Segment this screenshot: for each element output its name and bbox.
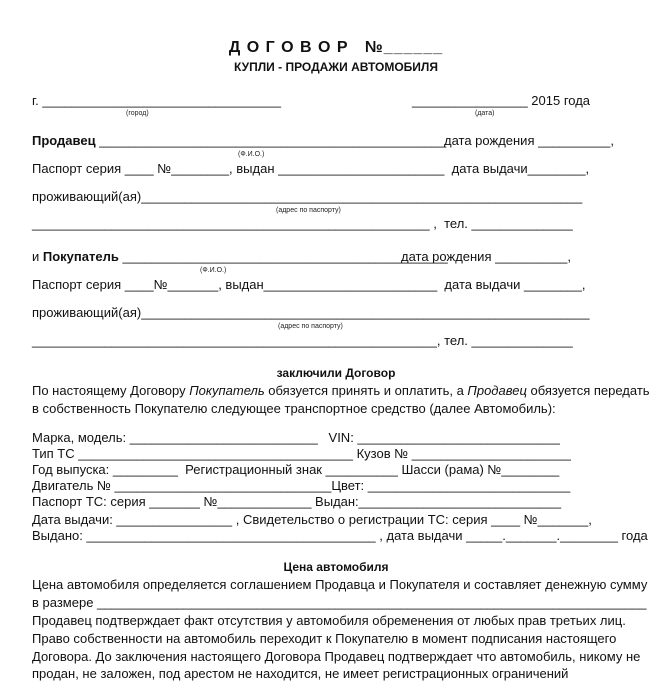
- vehicle-year: Год выпуска: _________ Регистрационный знак __________ Шасси (рама) №________: [32, 462, 560, 477]
- vehicle-engine: Двигатель № ______________________________Цвет: ____________________________: [32, 478, 571, 493]
- price-line-6: продан, не заложен, под арестом не находится, не имеет регистрационных ограничений: [32, 666, 569, 681]
- seller-name-row: [32, 133, 446, 149]
- seller-label: Продавец: [32, 133, 96, 148]
- buyer-name-row: [32, 249, 448, 265]
- seller-address-cont: _______________________________________________________ , тел. ______________: [32, 216, 573, 231]
- agreement-paragraph-1: [32, 383, 650, 399]
- agreement-text: обязуется передать: [526, 383, 650, 398]
- agreement-seller-term: Продавец: [467, 383, 527, 398]
- buyer-fio-caption: (Ф.И.О.): [200, 267, 227, 274]
- vehicle-make-model: Марка, модель: __________________________ VIN: ____________________________: [32, 430, 560, 445]
- seller-passport: Паспорт серия ____ №________, выдан _______________________ дата выдачи________,: [32, 161, 590, 176]
- seller-address-caption: (адрес по паспорту): [276, 207, 341, 214]
- agreement-buyer-term: Покупатель: [189, 383, 265, 398]
- vehicle-type: Тип ТС ______________________________________ Кузов № ______________________: [32, 446, 571, 461]
- buyer-address-caption: (адрес по паспорту): [278, 323, 343, 330]
- price-line-1: Цена автомобиля определяется соглашением Продавца и Покупателя и составляет денежную сумму: [32, 577, 648, 592]
- agreement-text: обязуется принять и оплатить, а: [264, 383, 468, 398]
- date-line: ________________ 2015 года: [412, 93, 591, 108]
- buyer-passport: Паспорт серия ____№_______, выдан________________________ дата выдачи ________,: [32, 277, 586, 292]
- vehicle-issued-by: Выдано: ________________________________________ , дата выдачи _____._______.________ года: [32, 528, 648, 543]
- price-line-5: Договора. До заключения настоящего Договора Продавец подтверждает что автомобиль, никому не: [32, 649, 641, 664]
- seller-fio-caption: (Ф.И.О.): [238, 151, 265, 158]
- city-line: г. _________________________________: [32, 93, 281, 108]
- agreement-paragraph-2: в собственность Покупателю следующее транспортное средство (далее Автомобиль):: [32, 401, 556, 416]
- price-line-3: Продавец подтверждает факт отсутствия у автомобиля обременения от любых прав третьих лиц.: [32, 613, 626, 628]
- document-title: Д О Г О В О Р №______: [228, 39, 444, 56]
- buyer-prefix: и: [32, 249, 43, 264]
- buyer-birth: дата рождения __________,: [401, 249, 572, 264]
- seller-name-line: ________________________________________________: [95, 133, 447, 148]
- vehicle-passport: Паспорт ТС: серия _______ №_____________ Выдан:____________________________: [32, 494, 562, 509]
- agreement-text: По настоящему Договору: [32, 383, 190, 398]
- buyer-name-line: _____________________________________________: [118, 249, 448, 264]
- price-heading: Цена автомобиля: [283, 560, 389, 574]
- seller-birth: дата рождения __________,: [444, 133, 615, 148]
- seller-residence: проживающий(ая)_____________________________________________________________: [32, 189, 583, 204]
- document-subtitle: КУПЛИ - ПРОДАЖИ АВТОМОБИЛЯ: [234, 60, 438, 74]
- city-caption: (город): [126, 110, 149, 117]
- price-line-4: Право собственности на автомобиль переходит к Покупателю в момент подписания настоящего: [32, 631, 617, 646]
- buyer-address-cont: ________________________________________________________, тел. ______________: [32, 333, 573, 348]
- price-line-2: в размере ____________________________________________________________________________: [32, 595, 647, 610]
- buyer-label: Покупатель: [42, 249, 119, 264]
- vehicle-issue-date: Дата выдачи: ________________ , Свидетельство о регистрации ТС: серия ____ №_______,: [32, 512, 592, 527]
- date-caption: (дата): [475, 110, 495, 117]
- agreement-heading: заключили Договор: [276, 366, 396, 380]
- buyer-residence: проживающий(ая)______________________________________________________________: [32, 305, 590, 320]
